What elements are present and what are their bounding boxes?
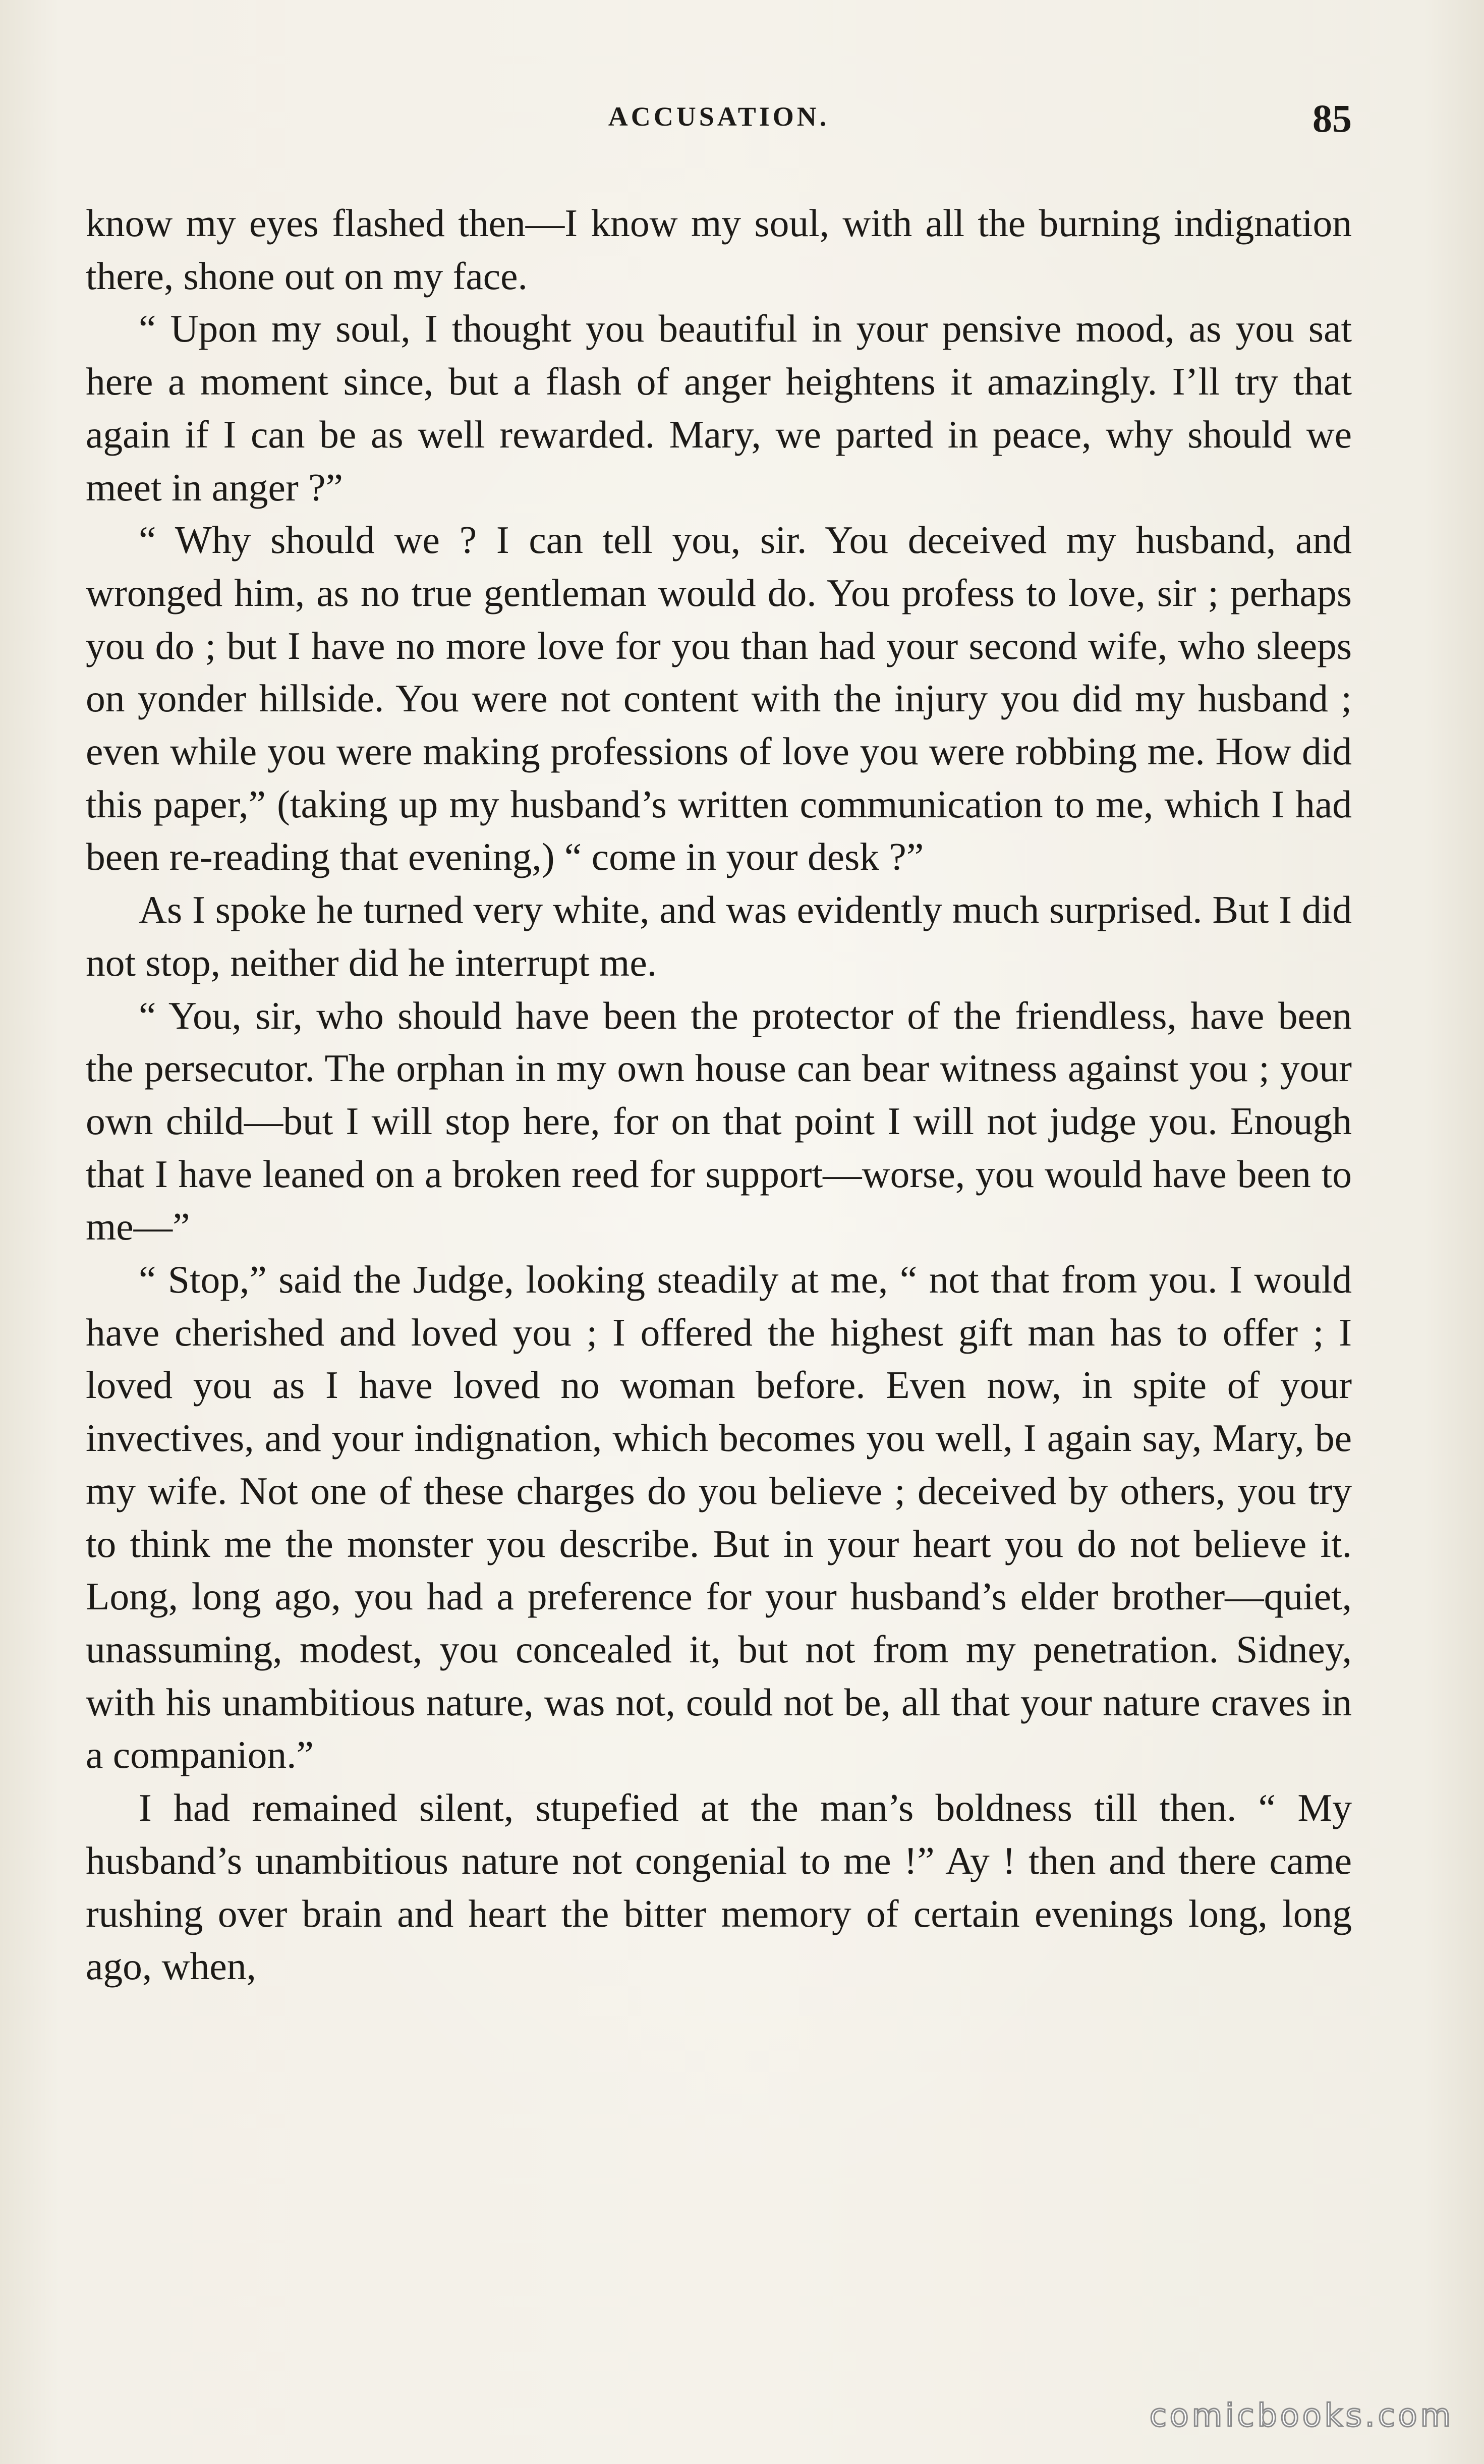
paragraph: As I spoke he turned very white, and was evidently much surprised. But I did not stop, neither did he interrupt me. — [86, 888, 1352, 984]
page-number: 85 — [1312, 96, 1352, 140]
paragraph: I had remained silent, stupefied at the man’s boldness till then. “ My husband’s unambitious nature not congenial to me !” Ay ! then and there came rushing over brain and heart the bitter memory of certain evenings long, long ago, when, — [86, 1786, 1352, 1988]
paragraph: “ Why should we ? I can tell you, sir. You deceived my husband, and wronged him, as no true gentleman would do. You profess to love, sir ; perhaps you do ; but I have no more love for you than had your second wife, who sleeps on yonder hillside. You were not content with the injury you did my husband ; even while you were making professions of love you were robbing me. How did this paper,” (taking up my husband’s written communication to me, which I had been re-reading that evening,) “ come in your desk ?” — [86, 518, 1352, 879]
paragraph: “ Upon my soul, I thought you beautiful in your pensive mood, as you sat here a moment since, but a flash of anger heightens it amazingly. I’ll try that again if I can be as well rewarded. Mary, we parted in peace, why should we meet in anger ?” — [86, 307, 1352, 509]
paragraph: “ You, sir, who should have been the protector of the friendless, have been the persecutor. The orphan in my own house can bear witness against you ; your own child—but I will stop here, for on that point I will not judge you. Enough that I have leaned on a broken reed for support—worse, you would have been to me—” — [86, 993, 1352, 1249]
body-text — [86, 197, 1352, 1993]
running-head: ACCUSATION. — [608, 101, 830, 132]
watermark: comicbooks.com — [1149, 2397, 1454, 2434]
paragraph: know my eyes flashed then—I know my soul, with all the burning indignation there, shone out on my face. — [86, 201, 1352, 298]
page-header — [86, 86, 1352, 151]
paragraph: “ Stop,” said the Judge, looking steadily at me, “ not that from you. I would have cherished and loved you ; I offered the highest gift man has to offer ; I loved you as I have loved no woman before. Even now, in spite of your invectives, and your indignation, which becomes you well, I again say, Mary, be my wife. Not one of these charges do you believe ; deceived by others, you try to think me the monster you describe. But in your heart you do not believe it. Long, long ago, you had a preference for your husband’s elder brother—quiet, unassuming, modest, you concealed it, but not from my penetration. Sidney, with his unambitious nature, was not, could not be, all that your nature craves in a companion.” — [86, 1258, 1352, 1777]
